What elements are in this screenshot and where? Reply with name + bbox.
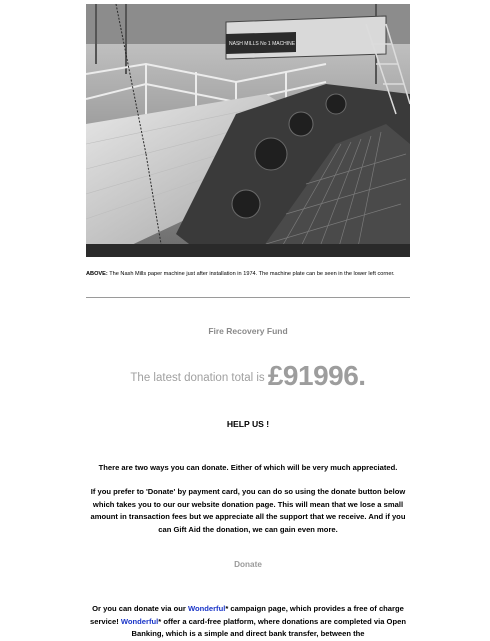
- card-donation-paragraph: If you prefer to 'Donate' by payment card, you can do so using the donate button below which takes you to our our website donation page. This will mean that we lose a small amount in transaction fees but we appreciate all the support that we receive. And if you can Gift Aid the donation, we can gain even more.: [90, 487, 406, 534]
- intro-paragraph: There are two ways you can donate. Either of which will be very much appreciated.: [98, 463, 398, 472]
- caption-text: The Nash Mills paper machine just after installation in 1974. The machine plate can be seen in the lower left corner.: [107, 271, 395, 277]
- donation-total: [86, 360, 410, 394]
- wonderful-link-2[interactable]: Wonderful: [120, 616, 159, 626]
- section-divider: [86, 297, 410, 298]
- donation-total-amount: £91996.: [267, 360, 366, 391]
- caption-lead: ABOVE:: [86, 271, 108, 277]
- machine-plate-text: NASH MILLS No 1 MACHINE: [229, 41, 296, 47]
- paper-machine-image: [86, 4, 410, 257]
- wonderful-text-a: Or you can donate via our: [92, 604, 188, 613]
- fund-title: Fire Recovery Fund: [208, 326, 288, 336]
- help-us-heading: HELP US !: [226, 419, 270, 429]
- wonderful-paragraph: [86, 603, 410, 641]
- donation-total-label: The latest donation total is: [130, 372, 268, 384]
- donate-button[interactable]: Donate: [234, 560, 262, 569]
- wonderful-text-b: * campaign page, which provides a free of charge service!: [90, 604, 404, 626]
- paper-machine-photo: [86, 4, 410, 257]
- photo-caption: [86, 271, 416, 278]
- wonderful-link[interactable]: Wonderful: [187, 604, 226, 613]
- wonderful-text-c: * offer a card-free platform, where donations are completed via Open Banking, which is a simple and direct bank transfer, between the: [131, 616, 406, 639]
